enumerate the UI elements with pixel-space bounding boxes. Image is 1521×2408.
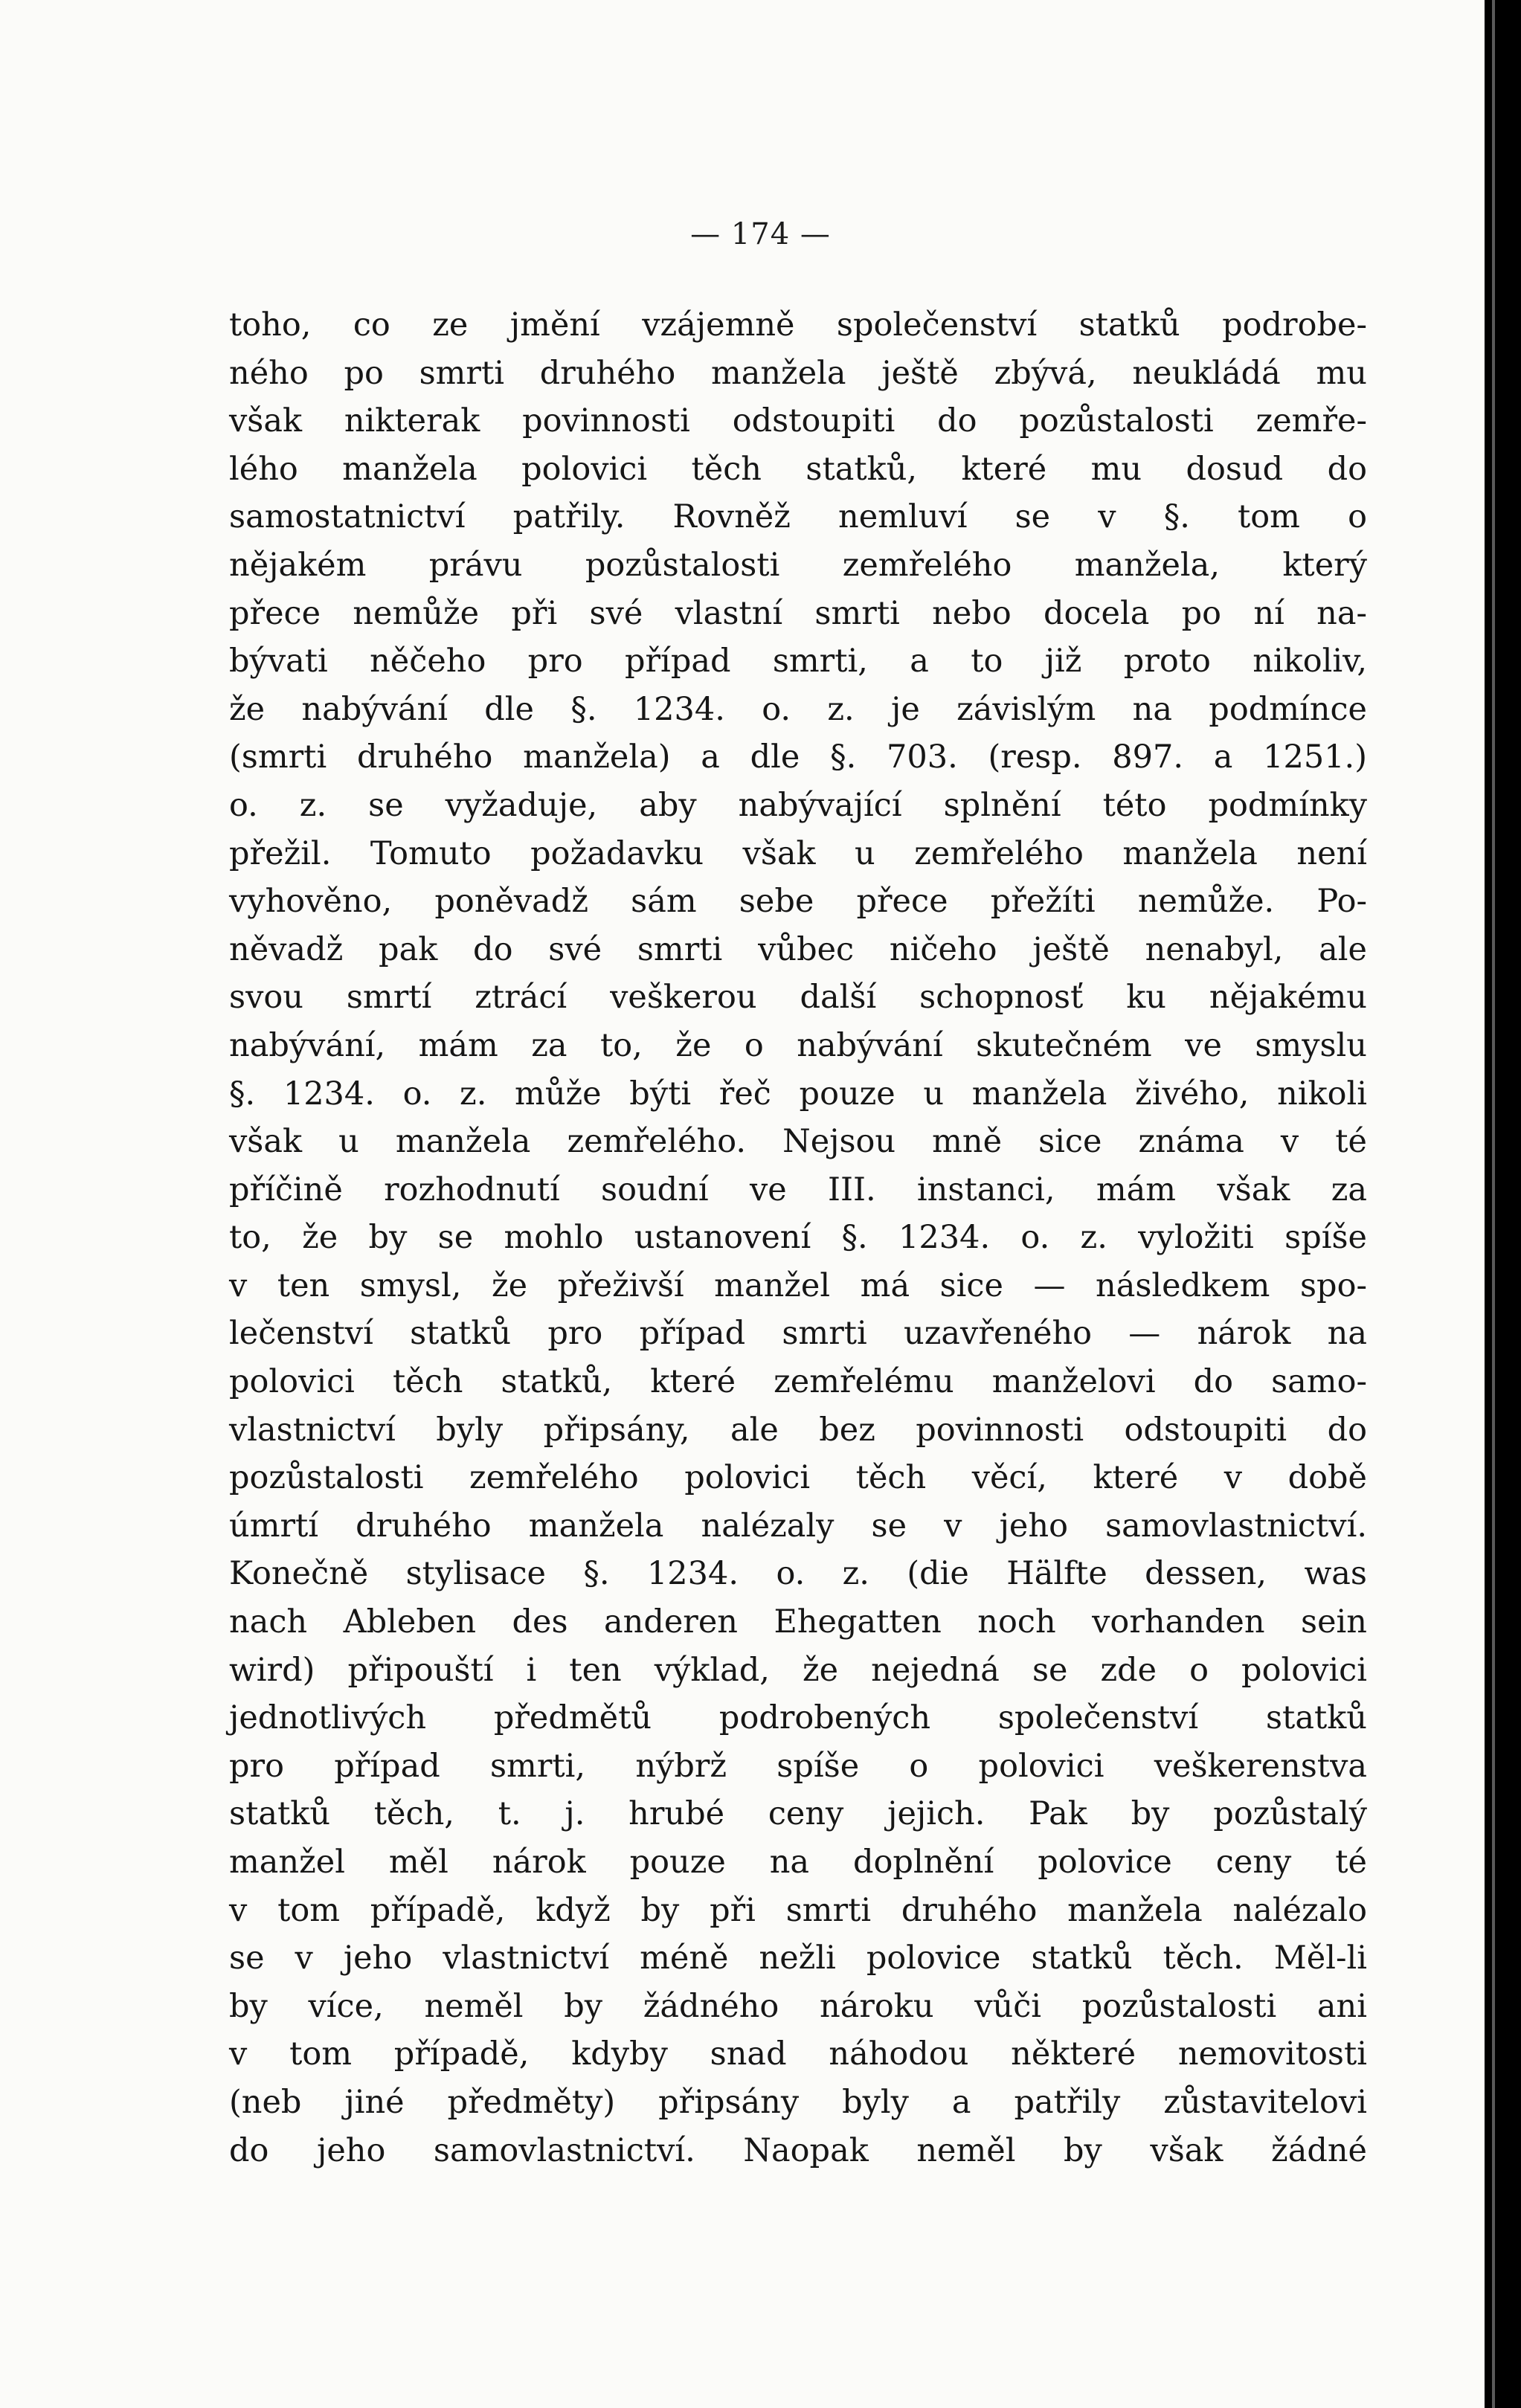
text-line: bývati něčeho pro případ smrti, a to již proto nikoliv, [229, 643, 1367, 680]
text-line: nabývání, mám za to, že o nabývání skutečném ve smyslu [229, 1026, 1367, 1064]
text-line: úmrtí druhého manžela nalézaly se v jeho samovlastnictví. [229, 1507, 1367, 1545]
text-line: pozůstalosti zemřelého polovici těch věcí, které v době [229, 1459, 1367, 1497]
text-line: v tom případě, kdyby snad náhodou některé nemovitosti [229, 2035, 1367, 2073]
text-line: samostatnictví patřily. Rovněž nemluví se v §. tom o [229, 498, 1367, 536]
text-line: ného po smrti druhého manžela ještě zbývá, neukládá mu [229, 354, 1367, 392]
text-line: že nabývání dle §. 1234. o. z. je závislým na podmínce [229, 690, 1367, 728]
text-line: do jeho samovlastnictví. Naopak neměl by však žádné [229, 2131, 1367, 2169]
text-line: o. z. se vyžaduje, aby nabývající splnění této podmínky [229, 786, 1367, 824]
text-line: to, že by se mohlo ustanovení §. 1234. o. z. vyložiti spíše [229, 1219, 1367, 1257]
text-line: statků těch, t. j. hrubé ceny jejich. Pak by pozůstalý [229, 1795, 1367, 1833]
text-line: manžel měl nárok pouze na doplnění polovice ceny té [229, 1844, 1367, 1881]
text-line: Konečně stylisace §. 1234. o. z. (die Hälfte dessen, was [229, 1555, 1367, 1593]
text-line: svou smrtí ztrácí veškerou další schopnosť ku nějakému [229, 979, 1367, 1017]
text-line: lečenství statků pro případ smrti uzavřeného — nárok na [229, 1315, 1367, 1353]
text-line: by více, neměl by žádného nároku vůči pozůstalosti ani [229, 1987, 1367, 2025]
text-line: §. 1234. o. z. může býti řeč pouze u manžela živého, nikoli [229, 1075, 1367, 1113]
text-line: wird) připouští i ten výklad, že nejedná se zde o polovici [229, 1651, 1367, 1689]
text-line: vlastnictví byly připsány, ale bez povinnosti odstoupiti do [229, 1411, 1367, 1449]
text-line: pro případ smrti, nýbrž spíše o polovici veškerenstva [229, 1747, 1367, 1785]
text-line: příčině rozhodnutí soudní ve III. instanci, mám však za [229, 1171, 1367, 1208]
text-line: nějakém právu pozůstalosti zemřelého manžela, který [229, 546, 1367, 584]
text-line: však u manžela zemřelého. Nejsou mně sice známa v té [229, 1123, 1367, 1161]
text-line: lého manžela polovici těch statků, které mu dosud do [229, 450, 1367, 488]
text-line: přežil. Tomuto požadavku však u zemřelého manžela není [229, 834, 1367, 872]
text-line: v ten smysl, že přeživší manžel má sice — následkem spo- [229, 1266, 1367, 1304]
text-line: polovici těch statků, které zemřelému manželovi do samo- [229, 1363, 1367, 1401]
text-line: nach Ableben des anderen Ehegatten noch vorhanden sein [229, 1603, 1367, 1641]
text-line: přece nemůže při své vlastní smrti nebo docela po ní na- [229, 594, 1367, 632]
text-line: v tom případě, když by při smrti druhého manžela nalézalo [229, 1891, 1367, 1929]
text-line: jednotlivých předmětů podrobených společenství statků [229, 1699, 1367, 1737]
scan-edge-divider [1492, 0, 1495, 2408]
text-line: něvadž pak do své smrti vůbec ničeho ještě nenabyl, ale [229, 930, 1367, 968]
text-line: toho, co ze jmění vzájemně společenství statků podrobe- [229, 306, 1367, 344]
text-line: však nikterak povinnosti odstoupiti do pozůstalosti zemře- [229, 402, 1367, 440]
text-line: se v jeho vlastnictví méně nežli polovice statků těch. Měl-li [229, 1939, 1367, 1977]
body-text [229, 301, 1367, 2174]
text-line: (smrti druhého manžela) a dle §. 703. (resp. 897. a 1251.) [229, 738, 1367, 776]
text-line: (neb jiné předměty) připsány byly a patřily zůstavitelovi [229, 2083, 1367, 2121]
page-number: — 174 — [690, 217, 831, 251]
text-line: vyhověno, poněvadž sám sebe přece přežíti nemůže. Po- [229, 883, 1367, 921]
